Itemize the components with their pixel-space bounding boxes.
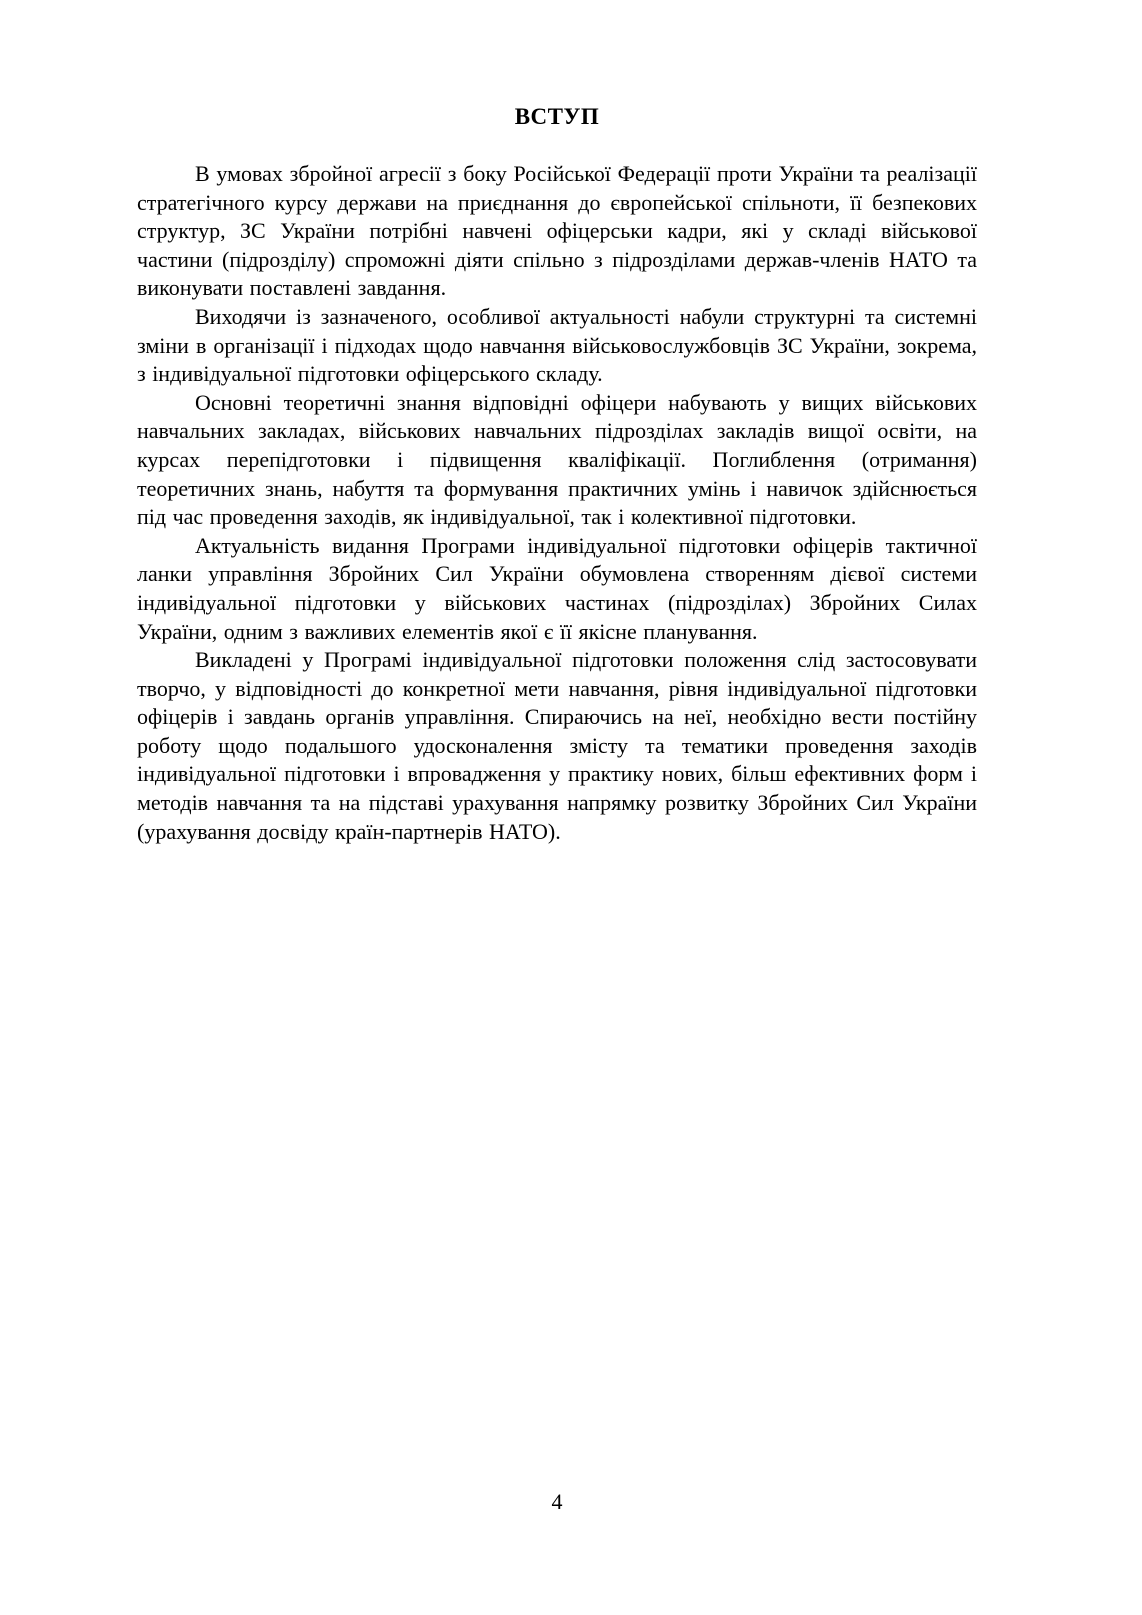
paragraph-program-application: Викладені у Програмі індивідуальної підготовки положення слід застосовувати творчо, у відповідності до конкретної мети навчання, рівня індивідуальної підготовки офіцерів і завдань органів управління. Спираючись на неї, необхідно вести постійну роботу щодо подальшого удосконалення змісту та тематики проведення заходів індивідуальної підготовки і впровадження у практику нових, більш ефективних форм і методів навчання та на підставі урахування напрямку розвитку Збройних Сил України (урахування досвіду країн-партнерів НАТО). <box>137 647 977 844</box>
paragraph-program-relevance: Актуальність видання Програми індивідуальної підготовки офіцерів тактичної ланки управління Збройних Сил України обумовлена створенням дієвої системи індивідуальної підготовки у військових частинах (підрозділах) Збройних Силах України, одним з важливих елементів якої є її якісне планування. <box>137 532 977 644</box>
page-number: 4 <box>551 1489 563 1514</box>
paragraph-theoretical-knowledge: Основні теоретичні знання відповідні офіцери набувають у вищих військових навчальних закладах, військових навчальних підрозділах закладів вищої освіти, на курсах перепідготовки і підвищення кваліфікації. Поглиблення (отримання) теоретичних знань, набуття та формування практичних умінь і навичок здійснюється під час проведення заходів, як індивідуальної, так і колективної підготовки. <box>137 389 977 530</box>
paragraph-intro-aggression: В умовах збройної агресії з боку Російської Федерації проти України та реалізації стратегічного курсу держави на приєднання до європейської спільноти, її безпекових структур, ЗС України потрібні навчені офіцерськи кадри, які у складі військової частини (підрозділу) спроможні діяти спільно з підрозділами держав-членів НАТО та виконувати поставлені завдання. <box>137 161 977 301</box>
page-title: ВСТУП <box>514 104 600 129</box>
paragraph-structural-changes: Виходячи із зазначеного, особливої актуальності набули структурні та системні зміни в організації і підходах щодо навчання військовослужбовців ЗС України, зокрема, з індивідуальної підготовки офіцерського складу. <box>137 303 977 387</box>
document-body <box>137 160 977 846</box>
